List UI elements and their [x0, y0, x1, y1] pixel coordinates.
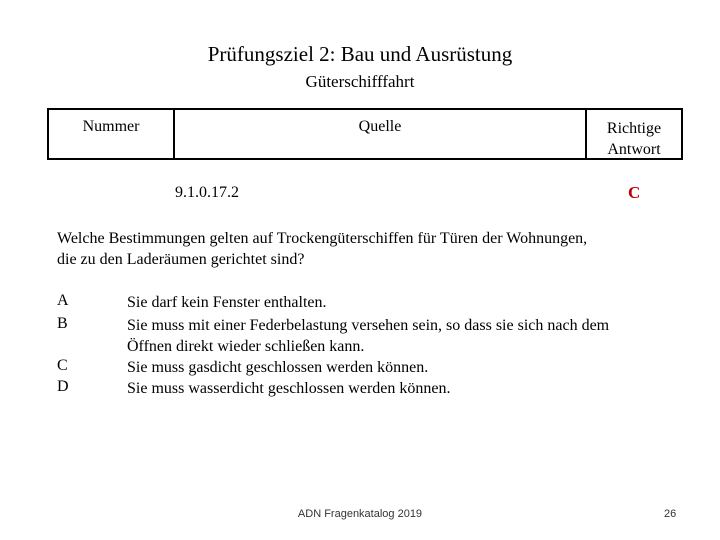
- page-subtitle: Güterschifffahrt: [305, 72, 415, 91]
- option-d-text: Sie muss wasserdicht geschlossen werden können.: [127, 380, 451, 397]
- header-antwort-line1: Richtige: [606, 120, 662, 137]
- option-b-letter: B: [57, 315, 68, 332]
- footer-catalog: ADN Fragenkatalog 2019: [297, 508, 423, 520]
- option-b-text: [127, 315, 687, 357]
- question-text: [57, 228, 677, 270]
- option-b-line1: Sie muss mit einer Federbelastung versehen sein, so dass sie sich nach dem: [127, 317, 610, 334]
- header-table: [47, 108, 683, 160]
- option-c-text: Sie muss gasdicht geschlossen werden können.: [127, 359, 429, 376]
- page-title: Prüfungsziel 2: Bau und Ausrüstung: [207, 42, 513, 66]
- header-nummer: Nummer: [49, 110, 175, 158]
- header-richtige-antwort: [587, 110, 681, 158]
- option-b-line2: Öffnen direkt wieder schließen kann.: [127, 338, 365, 355]
- header-quelle: Quelle: [175, 110, 587, 158]
- option-c-letter: C: [57, 357, 68, 374]
- option-d-letter: D: [57, 378, 69, 395]
- question-line1: Welche Bestimmungen gelten auf Trockengüterschiffen für Türen der Wohnungen,: [57, 230, 588, 247]
- source-reference: 9.1.0.17.2: [175, 184, 239, 201]
- question-line2: die zu den Laderäumen gerichtet sind?: [57, 251, 305, 268]
- correct-answer: C: [628, 183, 641, 202]
- option-a-text: Sie darf kein Fenster enthalten.: [127, 294, 327, 311]
- option-a-letter: A: [57, 292, 69, 309]
- page-number: 26: [664, 508, 677, 520]
- header-antwort-line2: Antwort: [607, 141, 661, 158]
